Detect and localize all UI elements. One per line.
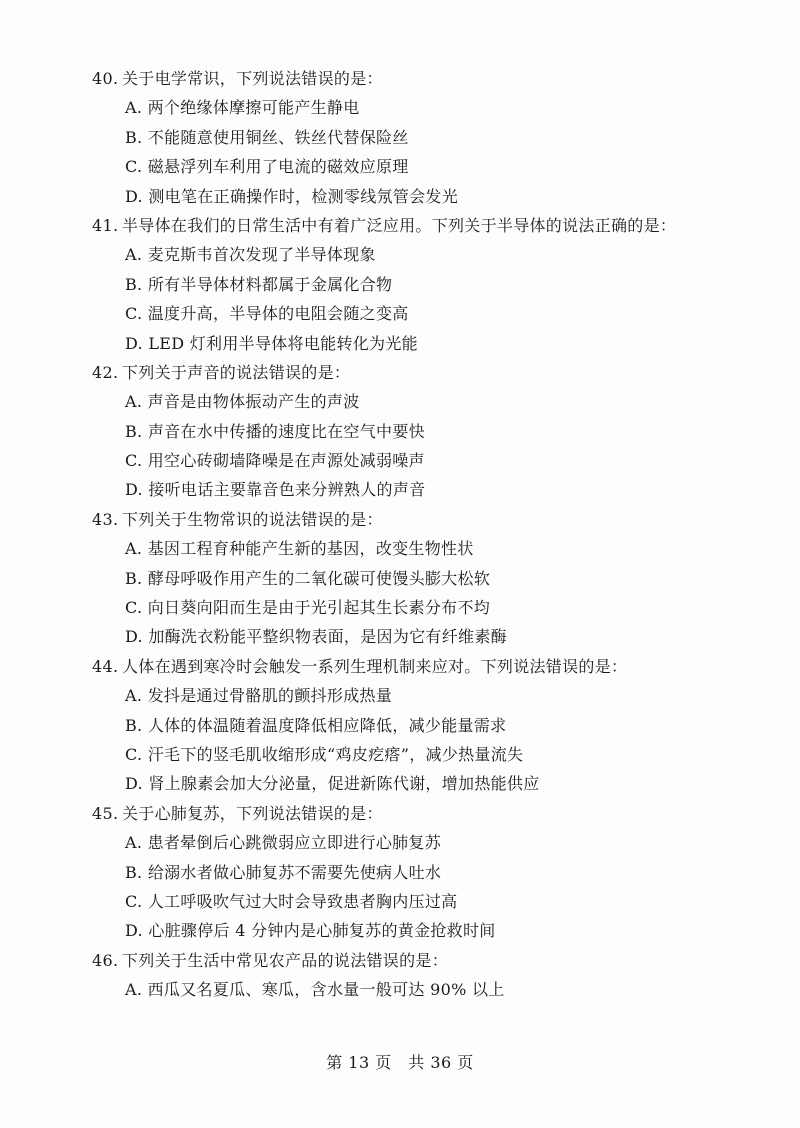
option-c: C. 人工呼吸吹气过大时会导致患者胸内压过高	[125, 891, 458, 911]
option-a: A. 患者晕倒后心跳微弱应立即进行心肺复苏	[125, 833, 442, 853]
question-stem: 下列关于生活中常见农产品的说法错误的是：	[122, 950, 449, 970]
option-a: A. 两个绝缘体摩擦可能产生静电	[125, 98, 360, 118]
question-number: 44.	[92, 656, 119, 676]
option-c: C. 磁悬浮列车利用了电流的磁效应原理	[125, 157, 409, 177]
option-b: B. 不能随意使用铜丝、铁丝代替保险丝	[125, 127, 409, 147]
question-43	[92, 505, 752, 652]
option-c: C. 温度升高，半导体的电阻会随之变高	[125, 304, 409, 324]
question-41	[92, 211, 752, 358]
question-number: 42.	[92, 362, 119, 382]
option-d: D. 心脏骤停后 4 分钟内是心肺复苏的黄金抢救时间	[125, 921, 496, 941]
question-40	[92, 64, 752, 211]
option-d: D. 接听电话主要靠音色来分辨熟人的声音	[125, 480, 426, 500]
question-44	[92, 652, 752, 799]
option-b: B. 酵母呼吸作用产生的二氧化碳可使馒头膨大松软	[125, 568, 491, 588]
question-stem: 关于电学常识，下列说法错误的是：	[122, 69, 383, 88]
question-stem: 下列关于声音的说法错误的是：	[122, 362, 351, 382]
option-d: D. 加酶洗衣粉能平整织物表面，是因为它有纤维素酶	[125, 627, 507, 647]
question-number: 40.	[92, 69, 119, 88]
option-b: B. 声音在水中传播的速度比在空气中要快	[125, 421, 425, 441]
option-b: B. 所有半导体材料都属于金属化合物	[125, 274, 393, 294]
option-a: A. 基因工程育种能产生新的基因，改变生物性状	[125, 539, 474, 559]
option-a: A. 麦克斯韦首次发现了半导体现象	[125, 245, 376, 265]
option-b: B. 人体的体温随着温度降低相应降低，减少能量需求	[125, 715, 507, 735]
question-number: 41.	[92, 215, 119, 235]
question-number: 45.	[92, 803, 119, 823]
question-stem: 关于心肺复苏，下列说法错误的是：	[122, 803, 383, 823]
question-stem: 人体在遇到寒冷时会触发一系列生理机制来应对。下列说法错误的是：	[122, 656, 628, 676]
question-46	[92, 946, 752, 1005]
question-number: 46.	[92, 950, 119, 970]
question-stem: 半导体在我们的日常生活中有着广泛应用。下列关于半导体的说法正确的是：	[122, 215, 677, 235]
option-d: D. 肾上腺素会加大分泌量，促进新陈代谢，增加热能供应	[125, 774, 540, 794]
option-d: D. LED 灯利用半导体将电能转化为光能	[125, 333, 418, 353]
question-list	[92, 64, 752, 1005]
option-a: A. 声音是由物体振动产生的声波	[125, 392, 360, 412]
option-c: C. 汗毛下的竖毛肌收缩形成“鸡皮疙瘩”，减少热量流失	[125, 744, 524, 764]
option-a: A. 西瓜又名夏瓜、寒瓜，含水量一般可达 90% 以上	[125, 980, 505, 1000]
option-d: D. 测电笔在正确操作时，检测零线氖管会发光	[125, 186, 459, 206]
question-stem: 下列关于生物常识的说法错误的是：	[122, 509, 383, 529]
option-b: B. 给溺水者做心肺复苏不需要先使病人吐水	[125, 862, 442, 882]
question-45	[92, 799, 752, 946]
question-42	[92, 358, 752, 505]
page-footer: 第 13 页 共 36 页	[326, 1053, 474, 1072]
option-c: C. 用空心砖砌墙降噪是在声源处减弱噪声	[125, 451, 425, 471]
option-c: C. 向日葵向阳而生是由于光引起其生长素分布不均	[125, 598, 491, 618]
question-number: 43.	[92, 509, 119, 529]
option-a: A. 发抖是通过骨骼肌的颤抖形成热量	[125, 686, 393, 706]
